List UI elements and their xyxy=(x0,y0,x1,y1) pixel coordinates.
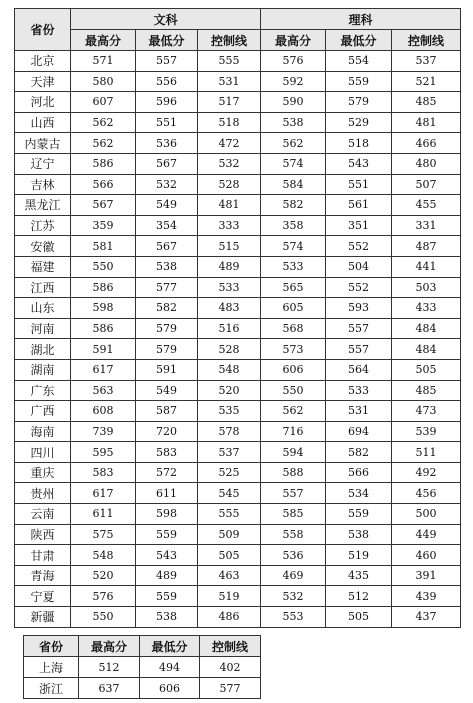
table-row xyxy=(15,462,461,483)
extra-score-table xyxy=(23,635,261,699)
score-table-body xyxy=(15,51,461,628)
score-cell: 557 xyxy=(261,483,326,504)
province-cell: 吉林 xyxy=(15,174,71,195)
table-row xyxy=(24,657,261,678)
score-cell: 512 xyxy=(326,586,392,607)
province-cell: 陕西 xyxy=(15,524,71,545)
score-cell: 550 xyxy=(71,607,136,628)
score-cell: 577 xyxy=(200,678,261,699)
extra-min-header: 最低分 xyxy=(140,636,200,657)
score-cell: 562 xyxy=(261,133,326,154)
province-cell: 辽宁 xyxy=(15,153,71,174)
score-cell: 582 xyxy=(261,195,326,216)
province-cell: 海南 xyxy=(15,421,71,442)
score-cell: 617 xyxy=(71,483,136,504)
score-cell: 571 xyxy=(71,51,136,72)
score-cell: 562 xyxy=(261,401,326,422)
score-cell: 565 xyxy=(261,277,326,298)
province-cell: 黑龙江 xyxy=(15,195,71,216)
science-min-header: 最低分 xyxy=(326,30,392,51)
table-row xyxy=(15,565,461,586)
score-cell: 586 xyxy=(71,277,136,298)
score-cell: 532 xyxy=(198,153,261,174)
score-cell: 455 xyxy=(392,195,461,216)
score-cell: 439 xyxy=(392,586,461,607)
score-cell: 588 xyxy=(261,462,326,483)
score-cell: 505 xyxy=(392,359,461,380)
table-row xyxy=(15,298,461,319)
table-row xyxy=(15,545,461,566)
score-cell: 606 xyxy=(261,359,326,380)
score-cell: 592 xyxy=(261,71,326,92)
table-row xyxy=(15,174,461,195)
table-row xyxy=(15,215,461,236)
science-max-header: 最高分 xyxy=(261,30,326,51)
table-row xyxy=(15,380,461,401)
score-cell: 549 xyxy=(136,380,198,401)
score-cell: 528 xyxy=(198,339,261,360)
score-cell: 583 xyxy=(71,462,136,483)
score-cell: 503 xyxy=(392,277,461,298)
table-row xyxy=(15,442,461,463)
province-cell: 湖南 xyxy=(15,359,71,380)
province-cell: 新疆 xyxy=(15,607,71,628)
table-row xyxy=(15,504,461,525)
province-cell: 广东 xyxy=(15,380,71,401)
score-cell: 492 xyxy=(392,462,461,483)
score-cell: 591 xyxy=(136,359,198,380)
score-cell: 331 xyxy=(392,215,461,236)
score-cell: 391 xyxy=(392,565,461,586)
score-cell: 581 xyxy=(71,236,136,257)
header-row-2 xyxy=(15,30,461,51)
score-cell: 519 xyxy=(326,545,392,566)
score-cell: 507 xyxy=(392,174,461,195)
score-cell: 550 xyxy=(261,380,326,401)
score-cell: 481 xyxy=(392,112,461,133)
score-cell: 402 xyxy=(200,657,261,678)
score-cell: 520 xyxy=(198,380,261,401)
province-cell: 江苏 xyxy=(15,215,71,236)
score-cell: 593 xyxy=(326,298,392,319)
score-cell: 505 xyxy=(326,607,392,628)
score-cell: 538 xyxy=(136,607,198,628)
table-row xyxy=(24,678,261,699)
score-cell: 579 xyxy=(136,339,198,360)
score-cell: 456 xyxy=(392,483,461,504)
score-cell: 579 xyxy=(326,92,392,113)
score-cell: 590 xyxy=(261,92,326,113)
score-cell: 551 xyxy=(326,174,392,195)
score-cell: 516 xyxy=(198,318,261,339)
score-cell: 557 xyxy=(136,51,198,72)
score-cell: 562 xyxy=(71,112,136,133)
score-cell: 578 xyxy=(198,421,261,442)
score-cell: 568 xyxy=(261,318,326,339)
score-cell: 585 xyxy=(261,504,326,525)
score-cell: 567 xyxy=(136,236,198,257)
score-cell: 582 xyxy=(326,442,392,463)
province-cell: 福建 xyxy=(15,256,71,277)
extra-province-header: 省份 xyxy=(24,636,79,657)
score-cell: 505 xyxy=(198,545,261,566)
score-cell: 574 xyxy=(261,153,326,174)
score-cell: 533 xyxy=(198,277,261,298)
score-cell: 605 xyxy=(261,298,326,319)
province-cell: 河北 xyxy=(15,92,71,113)
score-cell: 556 xyxy=(136,71,198,92)
table-row xyxy=(15,256,461,277)
score-cell: 608 xyxy=(71,401,136,422)
table-row xyxy=(15,586,461,607)
score-cell: 584 xyxy=(261,174,326,195)
province-cell: 天津 xyxy=(15,71,71,92)
province-cell: 北京 xyxy=(15,51,71,72)
score-cell: 566 xyxy=(71,174,136,195)
score-cell: 534 xyxy=(326,483,392,504)
province-cell: 广西 xyxy=(15,401,71,422)
extra-max-header: 最高分 xyxy=(79,636,140,657)
science-control-header: 控制线 xyxy=(392,30,461,51)
score-cell: 531 xyxy=(198,71,261,92)
score-cell: 460 xyxy=(392,545,461,566)
science-header: 理科 xyxy=(261,9,461,30)
score-cell: 558 xyxy=(261,524,326,545)
score-cell: 538 xyxy=(136,256,198,277)
score-cell: 504 xyxy=(326,256,392,277)
province-cell: 山东 xyxy=(15,298,71,319)
score-cell: 538 xyxy=(261,112,326,133)
score-cell: 559 xyxy=(136,524,198,545)
score-cell: 561 xyxy=(326,195,392,216)
province-cell: 贵州 xyxy=(15,483,71,504)
score-cell: 582 xyxy=(136,298,198,319)
extra-control-header: 控制线 xyxy=(200,636,261,657)
score-cell: 486 xyxy=(198,607,261,628)
table-row xyxy=(15,153,461,174)
province-cell: 内蒙古 xyxy=(15,133,71,154)
score-cell: 528 xyxy=(198,174,261,195)
table-row xyxy=(15,133,461,154)
score-cell: 509 xyxy=(198,524,261,545)
score-cell: 594 xyxy=(261,442,326,463)
score-cell: 539 xyxy=(392,421,461,442)
score-cell: 435 xyxy=(326,565,392,586)
score-cell: 549 xyxy=(136,195,198,216)
score-cell: 545 xyxy=(198,483,261,504)
table-row xyxy=(15,277,461,298)
header-row-1 xyxy=(15,9,461,30)
score-cell: 532 xyxy=(136,174,198,195)
score-cell: 572 xyxy=(136,462,198,483)
score-cell: 591 xyxy=(71,339,136,360)
score-cell: 466 xyxy=(392,133,461,154)
score-cell: 576 xyxy=(261,51,326,72)
score-cell: 333 xyxy=(198,215,261,236)
score-cell: 567 xyxy=(136,153,198,174)
score-cell: 485 xyxy=(392,92,461,113)
score-cell: 532 xyxy=(261,586,326,607)
score-cell: 607 xyxy=(71,92,136,113)
table-row xyxy=(15,421,461,442)
score-cell: 354 xyxy=(136,215,198,236)
province-cell: 重庆 xyxy=(15,462,71,483)
score-cell: 533 xyxy=(261,256,326,277)
score-cell: 576 xyxy=(71,586,136,607)
province-cell: 山西 xyxy=(15,112,71,133)
score-cell: 529 xyxy=(326,112,392,133)
table-row xyxy=(15,483,461,504)
score-cell: 548 xyxy=(71,545,136,566)
score-cell: 358 xyxy=(261,215,326,236)
table-row xyxy=(15,401,461,422)
score-cell: 611 xyxy=(71,504,136,525)
province-cell: 四川 xyxy=(15,442,71,463)
score-cell: 521 xyxy=(392,71,461,92)
score-cell: 564 xyxy=(326,359,392,380)
score-cell: 489 xyxy=(136,565,198,586)
table-row xyxy=(15,524,461,545)
score-cell: 515 xyxy=(198,236,261,257)
score-cell: 483 xyxy=(198,298,261,319)
table-row xyxy=(15,92,461,113)
score-cell: 637 xyxy=(79,678,140,699)
score-cell: 536 xyxy=(261,545,326,566)
score-cell: 553 xyxy=(261,607,326,628)
score-cell: 543 xyxy=(326,153,392,174)
score-cell: 557 xyxy=(326,318,392,339)
arts-control-header: 控制线 xyxy=(198,30,261,51)
score-cell: 536 xyxy=(136,133,198,154)
arts-header: 文科 xyxy=(71,9,261,30)
score-cell: 575 xyxy=(71,524,136,545)
score-cell: 469 xyxy=(261,565,326,586)
score-cell: 359 xyxy=(71,215,136,236)
score-cell: 573 xyxy=(261,339,326,360)
score-cell: 472 xyxy=(198,133,261,154)
province-cell: 宁夏 xyxy=(15,586,71,607)
score-cell: 548 xyxy=(198,359,261,380)
arts-min-header: 最低分 xyxy=(136,30,198,51)
score-cell: 531 xyxy=(326,401,392,422)
score-cell: 517 xyxy=(198,92,261,113)
score-cell: 518 xyxy=(198,112,261,133)
score-cell: 577 xyxy=(136,277,198,298)
score-cell: 537 xyxy=(392,51,461,72)
score-cell: 563 xyxy=(71,380,136,401)
score-cell: 487 xyxy=(392,236,461,257)
province-cell: 青海 xyxy=(15,565,71,586)
score-cell: 550 xyxy=(71,256,136,277)
score-cell: 489 xyxy=(198,256,261,277)
score-cell: 739 xyxy=(71,421,136,442)
score-cell: 598 xyxy=(136,504,198,525)
score-cell: 551 xyxy=(136,112,198,133)
score-cell: 538 xyxy=(326,524,392,545)
score-cell: 557 xyxy=(326,339,392,360)
score-cell: 559 xyxy=(326,71,392,92)
province-cell: 云南 xyxy=(15,504,71,525)
score-cell: 720 xyxy=(136,421,198,442)
province-cell: 安徽 xyxy=(15,236,71,257)
extra-header-row xyxy=(24,636,261,657)
score-cell: 606 xyxy=(140,678,200,699)
table-row xyxy=(15,51,461,72)
score-cell: 552 xyxy=(326,236,392,257)
table-row xyxy=(15,112,461,133)
province-cell: 河南 xyxy=(15,318,71,339)
province-cell: 江西 xyxy=(15,277,71,298)
score-cell: 543 xyxy=(136,545,198,566)
score-cell: 484 xyxy=(392,339,461,360)
table-row xyxy=(15,607,461,628)
score-cell: 586 xyxy=(71,318,136,339)
score-cell: 520 xyxy=(71,565,136,586)
score-cell: 586 xyxy=(71,153,136,174)
score-cell: 583 xyxy=(136,442,198,463)
score-cell: 473 xyxy=(392,401,461,422)
table-row xyxy=(15,318,461,339)
score-cell: 555 xyxy=(198,51,261,72)
score-cell: 463 xyxy=(198,565,261,586)
score-cell: 351 xyxy=(326,215,392,236)
score-cell: 441 xyxy=(392,256,461,277)
score-cell: 537 xyxy=(198,442,261,463)
score-cell: 598 xyxy=(71,298,136,319)
score-cell: 525 xyxy=(198,462,261,483)
score-cell: 716 xyxy=(261,421,326,442)
score-cell: 535 xyxy=(198,401,261,422)
province-cell: 甘肃 xyxy=(15,545,71,566)
score-cell: 485 xyxy=(392,380,461,401)
table-row xyxy=(15,71,461,92)
score-cell: 559 xyxy=(326,504,392,525)
score-cell: 494 xyxy=(140,657,200,678)
arts-max-header: 最高分 xyxy=(71,30,136,51)
table-row xyxy=(15,195,461,216)
score-cell: 562 xyxy=(71,133,136,154)
score-cell: 555 xyxy=(198,504,261,525)
score-cell: 566 xyxy=(326,462,392,483)
score-cell: 481 xyxy=(198,195,261,216)
score-cell: 519 xyxy=(198,586,261,607)
score-cell: 574 xyxy=(261,236,326,257)
score-cell: 518 xyxy=(326,133,392,154)
score-cell: 587 xyxy=(136,401,198,422)
score-cell: 579 xyxy=(136,318,198,339)
score-cell: 554 xyxy=(326,51,392,72)
score-cell: 437 xyxy=(392,607,461,628)
score-cell: 533 xyxy=(326,380,392,401)
score-cell: 617 xyxy=(71,359,136,380)
score-cell: 512 xyxy=(79,657,140,678)
province-cell: 上海 xyxy=(24,657,79,678)
score-cell: 480 xyxy=(392,153,461,174)
extra-score-table-body xyxy=(24,657,261,699)
score-cell: 596 xyxy=(136,92,198,113)
score-cell: 433 xyxy=(392,298,461,319)
province-cell: 浙江 xyxy=(24,678,79,699)
score-cell: 559 xyxy=(136,586,198,607)
province-cell: 湖北 xyxy=(15,339,71,360)
score-cell: 552 xyxy=(326,277,392,298)
table-row xyxy=(15,236,461,257)
score-cell: 580 xyxy=(71,71,136,92)
score-cell: 511 xyxy=(392,442,461,463)
score-table xyxy=(14,8,461,628)
table-row xyxy=(15,359,461,380)
score-cell: 694 xyxy=(326,421,392,442)
score-cell: 567 xyxy=(71,195,136,216)
score-cell: 595 xyxy=(71,442,136,463)
score-cell: 484 xyxy=(392,318,461,339)
province-header: 省份 xyxy=(15,9,71,51)
score-cell: 611 xyxy=(136,483,198,504)
score-cell: 500 xyxy=(392,504,461,525)
score-cell: 449 xyxy=(392,524,461,545)
table-row xyxy=(15,339,461,360)
